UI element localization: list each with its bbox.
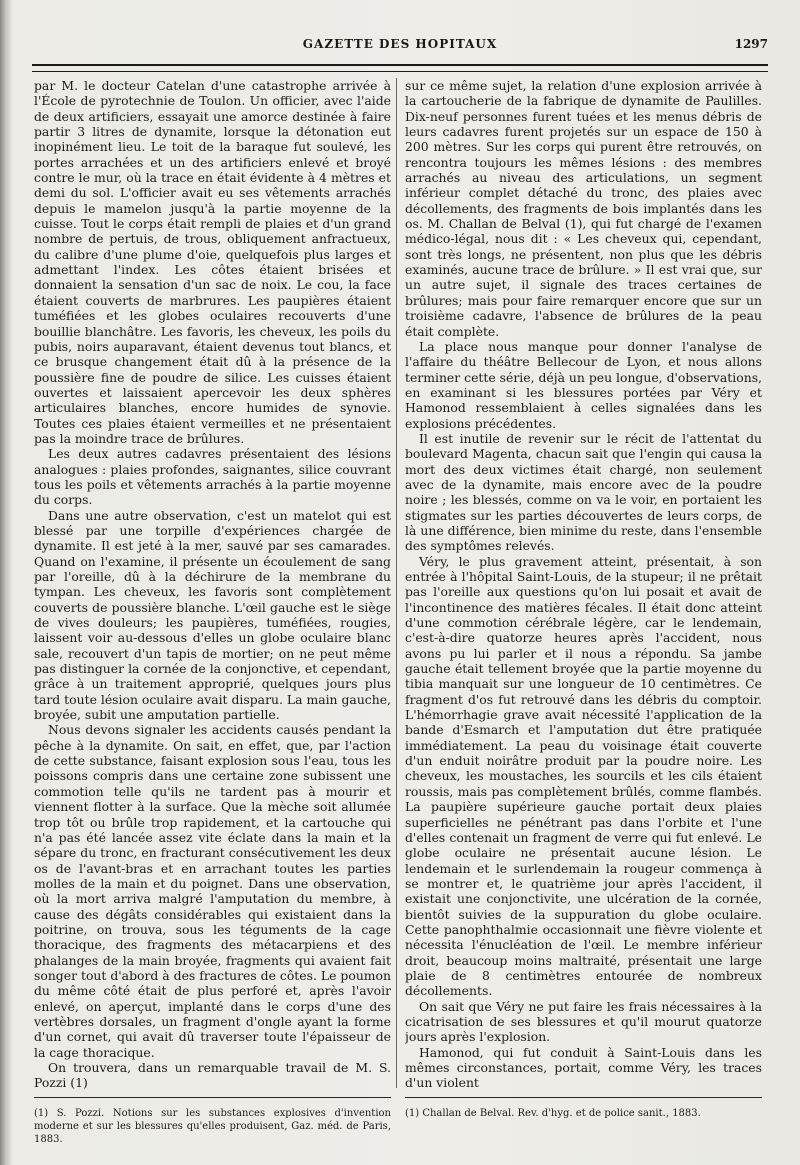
footnote-left: (1) S. Pozzi. Notions sur les substances explosives d'invention moderne et sur les blessures qu'elles produisent, Gaz. méd. de Paris, 1883. xyxy=(34,1108,391,1145)
paragraph: Dans une autre observation, c'est un matelot qui est blessé par une torpille d'expériences chargée de dynamite. Il est jeté à la mer, sauvé par ses camarades. Quand on l'examine, il présente un écoulement de sang par l'oreille, dû à la déchirure de la membrane du tympan. Les cheveux, les favoris sont complètement couverts de poussière blanche. L'œil gauche est le siège de vives douleurs; les paupières, tuméfiées, rougies, laissent voir au-dessous d'elles un globe oculaire blanc sale, recouvert d'un tapis de mortier; on ne peut même pas distinguer la cornée de la conjonctive, et cependant, grâce à un traitement approprié, quelques jours plus tard toute lésion oculaire avait disparu. La main gauche, broyée, subit une amputation partielle. xyxy=(34,507,391,723)
paragraph: Hamonod, qui fut conduit à Saint-Louis dans les mêmes circonstances, portait, comme Véry, les traces d'un violent xyxy=(405,1044,762,1091)
running-title: GAZETTE DES HOPITAUX xyxy=(302,37,498,51)
page-spine-shadow xyxy=(0,0,12,1165)
paragraph: Il est inutile de revenir sur le récit de l'attentat du boulevard Magenta, chacun sait que l'engin qui causa la mort des deux victimes était chargé, non seulement avec de la dynamite, mais encore avec de la poudre noire ; les blessés, comme on va le voir, en portaient les stigmates sur les parties découvertes de leurs corps, de là une différence, bien minime du reste, dans l'ensemble des symptômes relevés. xyxy=(405,430,762,554)
paragraph: par M. le docteur Catelan d'une catastrophe arrivée à l'École de pyrotechnie de Toulon. Un officier, avec l'aide de deux artificiers, essayait une amorce destinée à faire partir 3 litres de dynamite, lorsque la détonation eut inopinément lieu. Le toit de la baraque fut soulevé, les portes arrachées et un des artificiers enlevé et broyé contre le mur, où la trace en était évidente à 4 mètres et demi du sol. L'officier avait eu ses vêtements arrachés depuis le mamelon jusqu'à la partie moyenne de la cuisse. Tout le corps était rempli de plaies et d'un grand nombre de pertuis, de trous, obliquement anfractueux, du calibre d'une plume d'oie, quelquefois plus larges et admettant l'index. Les côtes étaient brisées et donnaient la sensation d'un sac de noix. Le cou, la face étaient couverts de marbrures. Les paupières étaient tuméfiées et les globes oculaires recouverts d'une bouillie blanchâtre. Les favoris, les cheveux, les poils du pubis, noirs auparavant, étaient devenus tout blancs, et ce brusque changement était dû à la présence de la poussière fine de poudre de silice. Les cuisses étaient ouvertes et laissaient apercevoir les deux sphères articulaires blanches, encore humides de synovie. Toutes ces plaies étaient vermeilles et ne présentaient pas la moindre trace de brûlures. xyxy=(34,78,391,446)
left-column xyxy=(34,78,391,1108)
paragraph: On sait que Véry ne put faire les frais nécessaires à la cicatrisation de ses blessures et qu'il mourut quatorze jours après l'explosion. xyxy=(405,998,762,1045)
header-rule xyxy=(32,64,768,72)
paragraph: La place nous manque pour donner l'analyse de l'affaire du théâtre Bellecour de Lyon, et nous allons terminer cette série, déjà un peu longue, d'observations, en examinant si les blessures portées par Véry et Hamonod ressemblaient à celles signalées dans les explosions précédentes. xyxy=(405,338,762,431)
page-number: 1297 xyxy=(734,37,768,51)
footnote-right: (1) Challan de Belval. Rev. d'hyg. et de police sanit., 1883. xyxy=(405,1108,701,1119)
footnote-rule xyxy=(405,1097,762,1098)
column-divider xyxy=(396,78,397,1088)
paragraph: sur ce même sujet, la relation d'une explosion arrivée à la cartoucherie de la fabrique de dynamite de Paulilles. Dix-neuf personnes furent tuées et les menus débris de leurs cadavres furent projetés sur un espace de 150 à 200 mètres. Sur les corps qui purent être retrouvés, on rencontra toujours les mêmes lésions : des membres arrachés au niveau des articulations, un segment inférieur complet détaché du tronc, des plaies avec décollements, des fragments de bois implantés dans les os. M. Challan de Belval (1), qui fut chargé de l'examen médico-légal, nous dit : « Les cheveux qui, cependant, sont très longs, ne présentent, non plus que les débris examinés, aucune trace de brûlure. » Il est vrai que, sur un autre sujet, il signale des traces certaines de brûlures; mais pour faire remarquer encore que sur un troisième cadavre, l'absence de brûlures de la peau était complète. xyxy=(405,78,762,339)
paragraph: Les deux autres cadavres présentaient des lésions analogues : plaies profondes, saignantes, silice couvrant tous les poils et vêtements arrachés à la partie moyenne du corps. xyxy=(34,446,391,508)
paragraph: Véry, le plus gravement atteint, présentait, à son entrée à l'hôpital Saint-Louis, de la stupeur; il ne prêtait pas l'oreille aux questions qu'on lui posait et avait de l'incontinence des matières fécales. Il était donc atteint d'une commotion cérébrale légère, car le lendemain, c'est-à-dire quatorze heures après l'accident, nous avons pu lui parler et il nous a répondu. Sa jambe gauche était tellement broyée que la partie moyenne du tibia manquait sur une longueur de 10 centimètres. Ce fragment d'os fut retrouvé dans les débris du comptoir. L'hémorrhagie grave avait nécessité l'application de la bande d'Esmarch et l'amputation dut être pratiquée immédiatement. La peau du voisinage était couverte d'un enduit noirâtre produit par la poudre noire. Les cheveux, les moustaches, les sourcils et les cils étaient roussis, mais pas complètement brûlés, comme flambés. La paupière supérieure gauche portait deux plaies superficielles ne pénétrant pas dans l'orbite et l'une d'elles contenait un fragment de verre qui fut enlevé. Le globe oculaire ne présentait aucune lésion. Le lendemain et le surlendemain la rougeur commença à se montrer et, le quatrième jour après l'accident, il existait une conjonctivite, une ulcération de la cornée, bientôt suivies de la suppuration du globe oculaire. Cette panophthalmie occasionnait une fièvre violente et nécessita l'énucléation de l'œil. Le membre inférieur droit, beaucoup moins maltraité, présentait une large plaie de 8 centimètres entourée de nombreux décollements. xyxy=(405,553,762,999)
paragraph: On trouvera, dans un remarquable travail de M. S. Pozzi (1) xyxy=(34,1060,391,1091)
paragraph: Nous devons signaler les accidents causés pendant la pêche à la dynamite. On sait, en effet, que, par l'action de cette substance, faisant explosion sous l'eau, tous les poissons compris dans une certaine zone subissent une commotion telle qu'ils ne tardent pas à mourir et viennent flotter à la surface. Que la mèche soit allumée trop tôt ou brûle trop rapidement, et la cartouche qui n'a pas été lancée assez vite éclate dans la main et la sépare du tronc, en fracturant consécutivement les deux os de l'avant-bras et en arrachant toutes les parties molles de la main et du poignet. Dans une observation, où la mort arriva malgré l'amputation du membre, à cause des dégâts considérables qui existaient dans la poitrine, on trouva, sous les téguments de la cage thoracique, des fragments des métacarpiens et des phalanges de la main broyée, fragments qui avaient fait songer tout d'abord à des fractures de côtes. Le poumon du même côté était de plus perforé et, après l'avoir enlevé, on aperçut, implanté dans le corps d'une des vertèbres dorsales, un fragment d'ongle ayant la forme d'un cornet, qui avait dû traverser toute l'épaisseur de la cage thoracique. xyxy=(34,722,391,1060)
right-column xyxy=(405,78,762,1108)
footnote-rule xyxy=(34,1097,391,1098)
page-header xyxy=(30,37,770,59)
